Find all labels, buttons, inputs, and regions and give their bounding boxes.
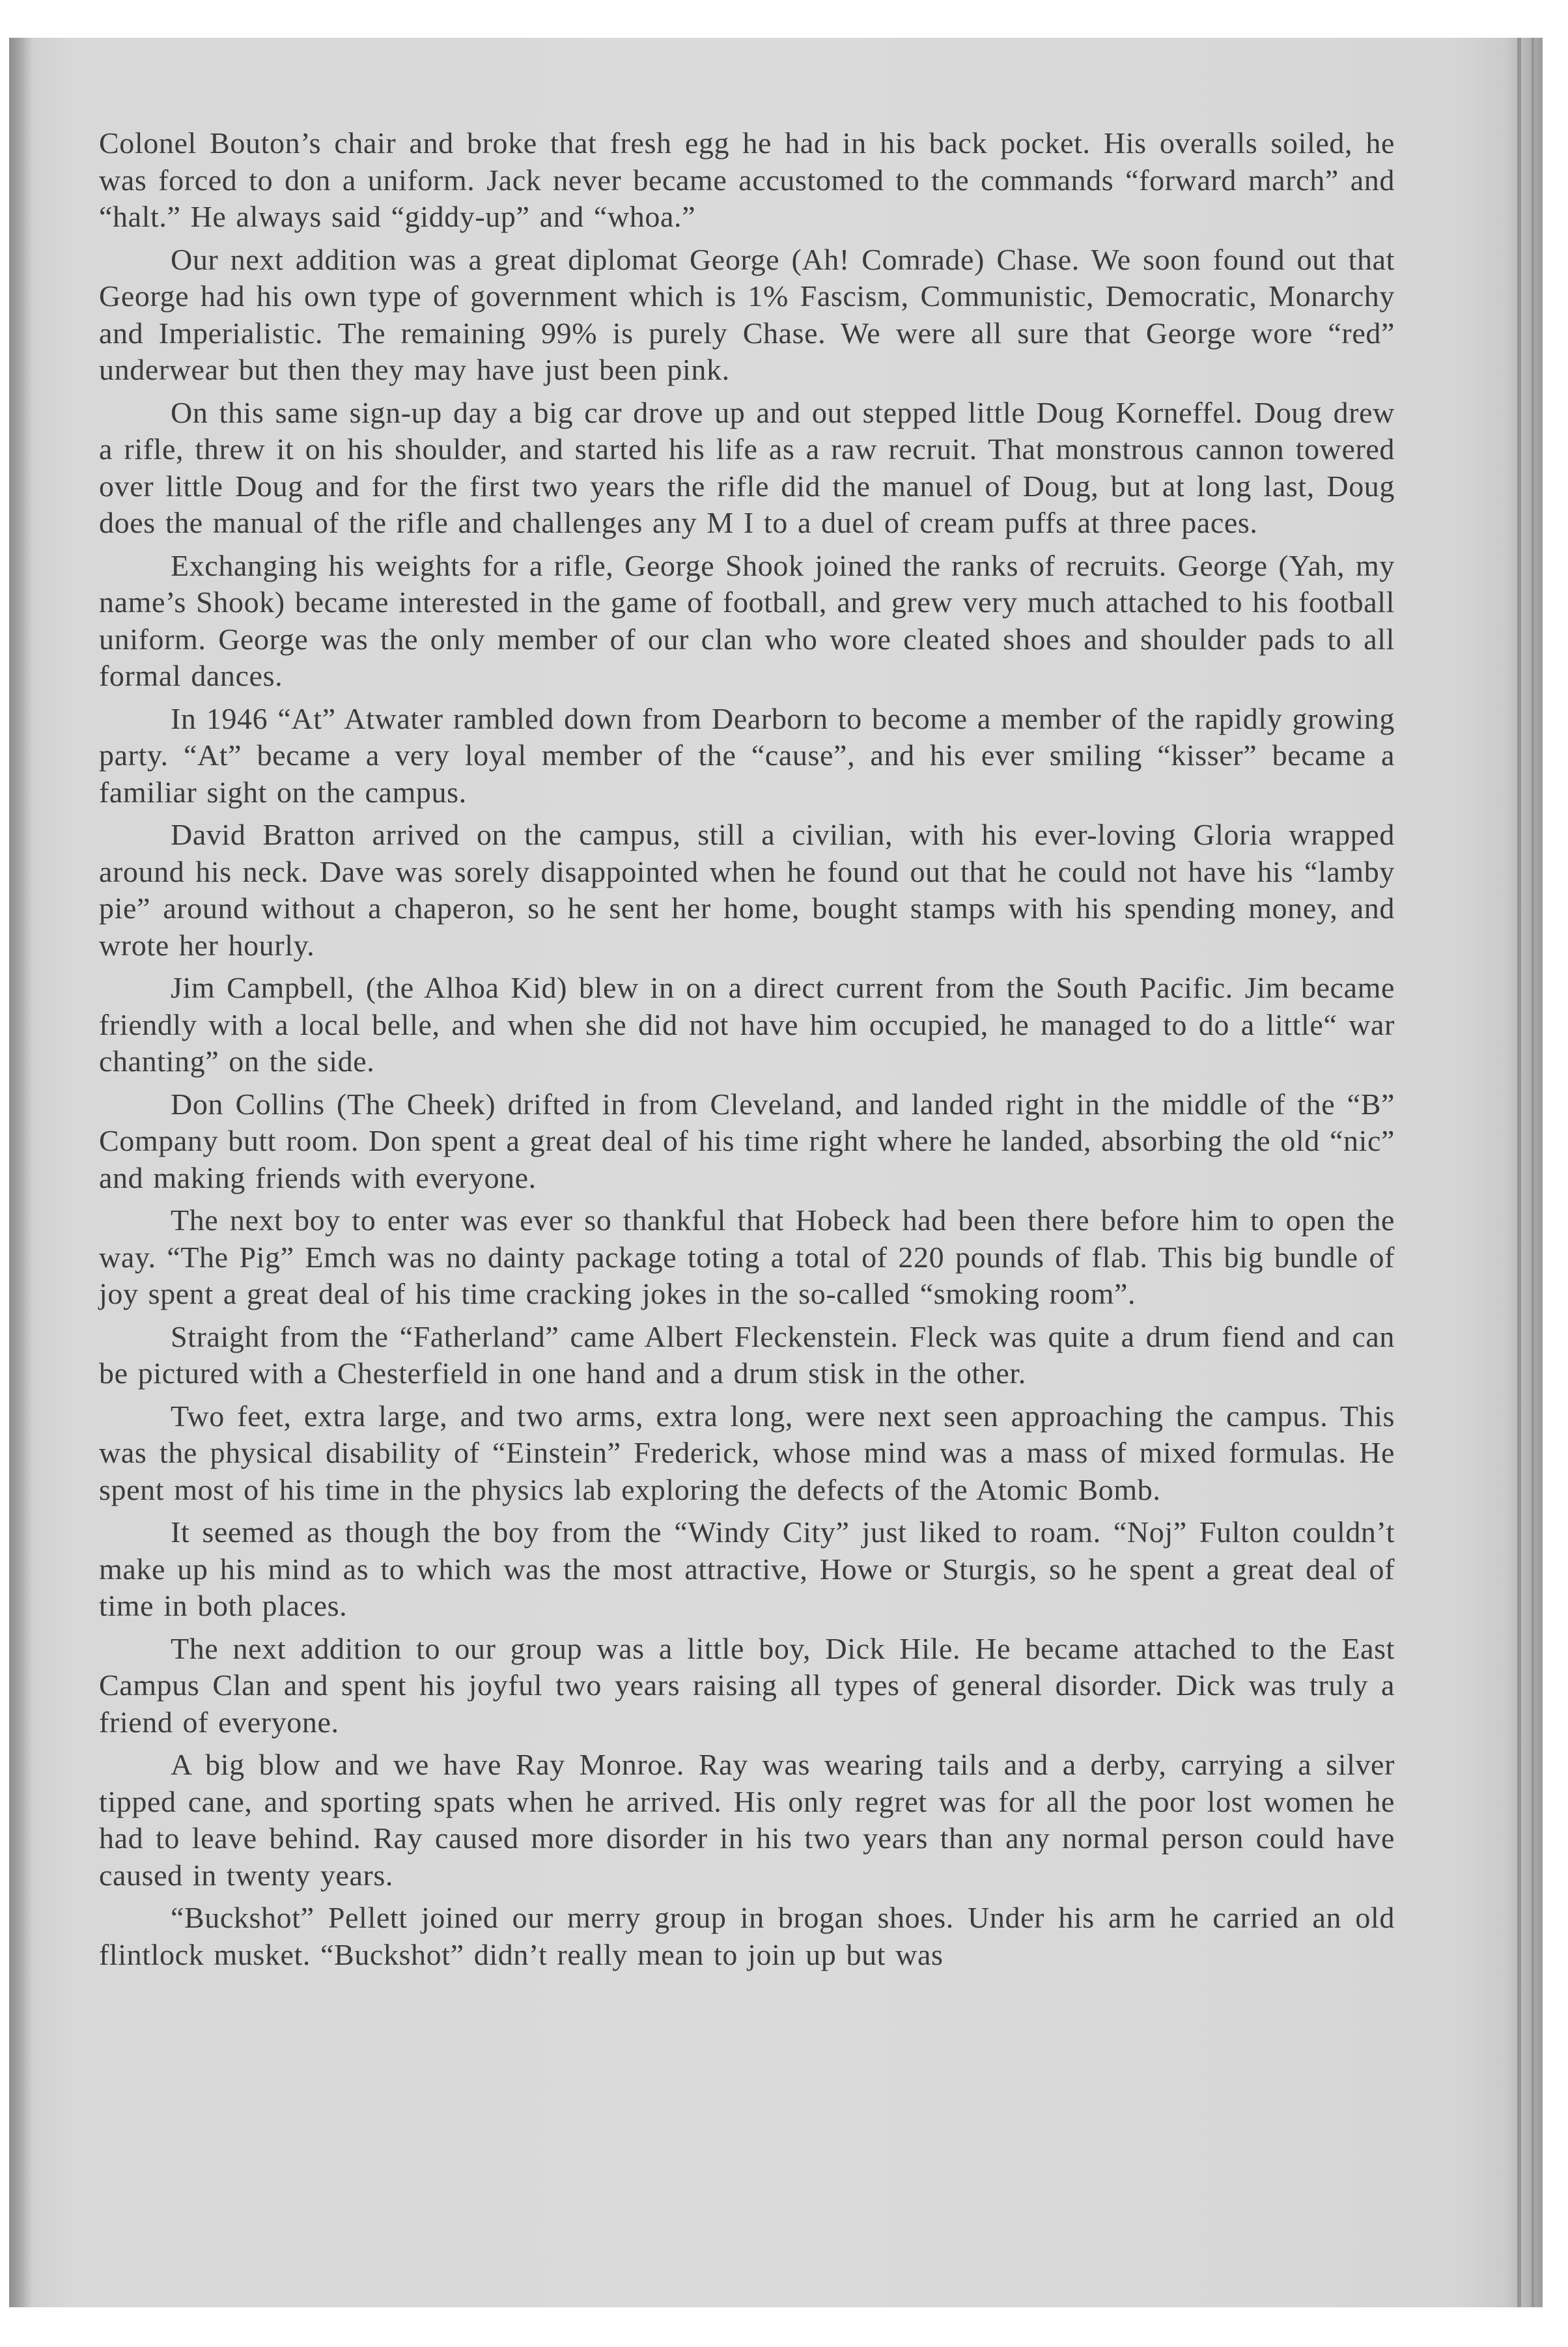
binding-shadow [9, 38, 33, 2307]
paragraph: On this same sign-up day a big car drove up and out stepped little Doug Korneffel. Doug drew a rifle, threw it on his shoulder, and started his life as a raw recruit. That monstrous cannon towered over little Doug and for the first two years the rifle did the manuel of Doug, but at long last, Doug does the manual of the rifle and challenges any M I to a duel of cream puffs at three paces. [99, 395, 1395, 539]
paragraph: Our next addition was a great diplomat George (Ah! Comrade) Chase. We soon found out that George had his own type of government which is 1% Fascism, Communistic, Democratic, Monarchy and Imperialistic. The remaining 99% is purely Chase. We were all sure that George wore “red” underwear but then they may have just been pink. [99, 242, 1395, 386]
body-text [99, 125, 1395, 1979]
paragraph: The next addition to our group was a little boy, Dick Hile. He became attached to the East Campus Clan and spent his joyful two years raising all types of general disorder. Dick was truly a friend of everyone. [99, 1631, 1395, 1739]
paragraph: The next boy to enter was ever so thankful that Hobeck had been there before him to open the way. “The Pig” Emch was no dainty package toting a total of 220 pounds of flab. This big bundle of joy spent a great deal of his time cracking jokes in the so-called “smoking room”. [99, 1203, 1395, 1310]
page-edge-line [1517, 38, 1521, 2307]
paragraph: In 1946 “At” Atwater rambled down from Dearborn to become a member of the rapidly growing party. “At” became a very loyal member of the “cause”, and his ever smiling “kisser” became a familiar sight on the campus. [99, 701, 1395, 809]
paragraph: “Buckshot” Pellett joined our merry group in brogan shoes. Under his arm he carried an old flintlock musket. “Buckshot” didn’t really mean to join up but was [99, 1901, 1395, 1971]
paragraph: Straight from the “Fatherland” came Albert Fleckenstein. Fleck was quite a drum fiend and can be pictured with a Chesterfield in one hand and a drum stisk in the other. [99, 1319, 1395, 1390]
page-edge-line-outer [1532, 38, 1534, 2307]
paragraph: Don Collins (The Cheek) drifted in from Cleveland, and landed right in the middle of the “B” Company butt room. Don spent a great deal of his time right where he landed, absorbing the old “nic” and making friends with everyone. [99, 1087, 1395, 1194]
paragraph-continued: Colonel Bouton’s chair and broke that fresh egg he had in his back pocket. His overalls soiled, he was forced to don a uniform. Jack never became accustomed to the commands “forward march” and “halt.” He always said “giddy-up” and “whoa.” [99, 126, 1395, 233]
paragraph: A big blow and we have Ray Monroe. Ray was wearing tails and a derby, carrying a silver tipped cane, and sporting spats when he arrived. His only regret was for all the poor lost women he had to leave behind. Ray caused more disorder in his two years than any normal person could have caused in twenty years. [99, 1748, 1395, 1892]
paragraph: It seemed as though the boy from the “Windy City” just liked to roam. “Noj” Fulton couldn’t make up his mind as to which was the most attractive, Howe or Sturgis, so he spent a great deal of time in both places. [99, 1515, 1395, 1622]
paragraph: Jim Campbell, (the Alhoa Kid) blew in on a direct current from the South Pacific. Jim became friendly with a local belle, and when she did not have him occupied, he managed to do a little“ war chanting” on the side. [99, 971, 1395, 1078]
paragraph: Two feet, extra large, and two arms, extra long, were next seen approaching the campus. This was the physical disability of “Einstein” Frederick, whose mind was a mass of mixed formulas. He spent most of his time in the physics lab exploring the defects of the Atomic Bomb. [99, 1399, 1395, 1506]
paragraph: David Bratton arrived on the campus, still a civilian, with his ever-loving Gloria wrapped around his neck. Dave was sorely disappointed when he found out that he could not have his “lamby pie” around without a chaperon, so he sent her home, bought stamps with his spending money, and wrote her hourly. [99, 818, 1395, 962]
paragraph: Exchanging his weights for a rifle, George Shook joined the ranks of recruits. George (Yah, my name’s Shook) became interested in the game of football, and grew very much attached to his football uniform. George was the only member of our clan who wore cleated shoes and shoulder pads to all formal dances. [99, 548, 1395, 692]
